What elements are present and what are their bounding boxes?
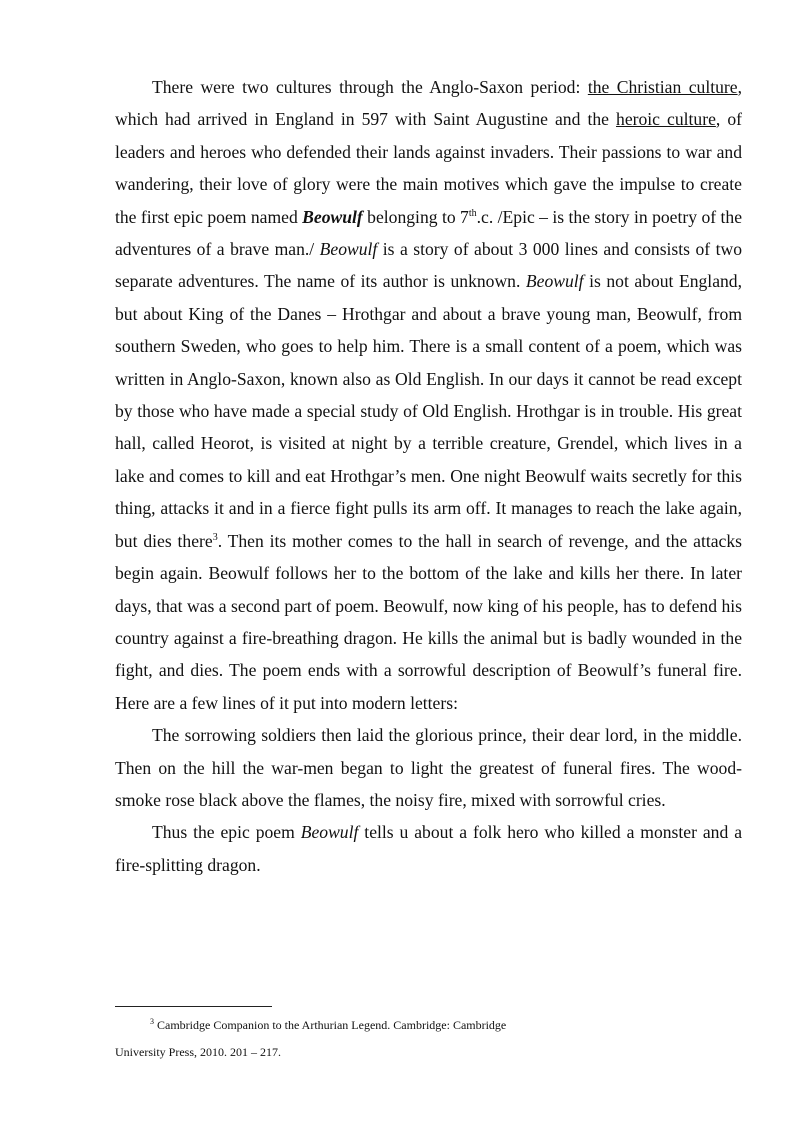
beowulf-bold-title: Beowulf bbox=[302, 206, 363, 227]
text-span: There were two cultures through the Anglo-Saxon period: bbox=[152, 77, 588, 97]
text-span: tells u about a folk hero who killed a monster and a fire-splitting dragon. bbox=[115, 822, 742, 875]
heroic-culture-underlined: heroic culture bbox=[616, 109, 716, 130]
text-span: belonging to 7 bbox=[362, 206, 469, 227]
beowulf-italic-title: Beowulf bbox=[525, 271, 584, 292]
superscript-th: th bbox=[468, 207, 477, 219]
footnote bbox=[115, 1012, 742, 1066]
footnote-line-1 bbox=[115, 1012, 742, 1039]
footnote-separator bbox=[115, 1006, 272, 1007]
text-span: is not about England, but about King of the Danes – Hrothgar and about a brave young man, Beowulf, from southern Sweden, who goes to help him. There is a small content of a poem, which was written in Anglo-Saxon, known also as Old English. In our days it cannot be read except by those who have made a special study of Old English. Hrothgar is in trouble. His great hall, called Heorot, is visited at night by a terrible creature, Grendel, which lives in a lake and comes to kill and eat Hrothgar’s men. One night Beowulf waits secretly for this thing, attacks it and in a fierce fight pulls its arm off. It manages to reach the lake again, but dies there bbox=[115, 271, 742, 551]
footnote-number: 3 bbox=[150, 1017, 154, 1026]
paragraph-conclusion bbox=[115, 816, 742, 881]
beowulf-italic-title: Beowulf bbox=[319, 239, 378, 260]
beowulf-italic-title: Beowulf bbox=[300, 822, 359, 843]
text-span: . Then its mother comes to the hall in search of revenge, and the attacks begin again. Beowulf follows her to the bottom of the lake and kills her there. In later days, that was a second part of poem. Beowulf, now king of his people, has to defend his country against a fire-breathing dragon. He kills the animal but is badly wounded in the fight, and dies. The poem ends with a sorrowful description of Beowulf’s funeral fire. Here are a few lines of it put into modern letters: bbox=[115, 530, 742, 713]
paragraph-poem-excerpt: The sorrowing soldiers then laid the glorious prince, their dear lord, in the middle. Then on the hill the war-men began to light the greatest of funeral fires. The wood-smoke rose black above the flames, the noisy fire, mixed with sorrowful cries. bbox=[115, 725, 742, 810]
body-text bbox=[115, 71, 742, 881]
footnote-text-1: Cambridge Companion to the Arthurian Legend. Cambridge: Cambridge bbox=[154, 1018, 507, 1032]
text-span: Thus the epic poem bbox=[152, 822, 301, 843]
text-span: , which had arrived in England in 597 with Saint Augustine and the bbox=[115, 77, 742, 130]
text-span: .c. /Epic – is the story in poetry of the adventures of a brave man./ bbox=[115, 206, 742, 260]
footnote-reference[interactable]: 3 bbox=[212, 531, 218, 543]
text-span: , of leaders and heroes who defended their lands against invaders. Their passions to war and wandering, their love of glory were the main motives which gave the impulse to create the first epic poem named bbox=[115, 109, 743, 227]
text-span: is a story of about 3 000 lines and consists of two separate adventures. The name of its author is unknown. bbox=[115, 239, 742, 292]
paragraph-anglo-saxon-cultures bbox=[115, 71, 742, 719]
footnote-line-2: University Press, 2010. 201 – 217. bbox=[115, 1045, 281, 1059]
christian-culture-underlined: the Christian culture bbox=[587, 77, 738, 97]
